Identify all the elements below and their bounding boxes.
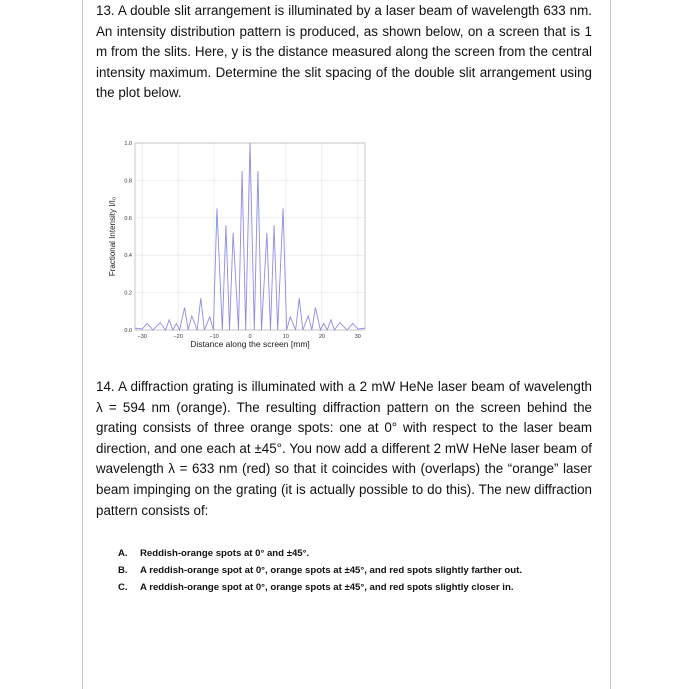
- option-text: Reddish-orange spots at 0° and ±45°.: [140, 548, 310, 559]
- x-tick-label: −20: [173, 334, 183, 340]
- right-margin-line: [610, 0, 611, 689]
- x-tick-label: 10: [282, 334, 289, 340]
- option-letter: A.: [118, 548, 128, 559]
- answer-options: [118, 545, 598, 596]
- question-14-text: 14. A diffraction grating is illuminated with a 2 mW HeNe laser beam of wavelength λ = 594 nm (orange). The resulting diffraction pattern on the screen behind the grating consists of three orange spots: one at 0° with respect to the laser beam direction, and one each at ±45°. You now add a different 2 mW HeNe laser beam of wavelength λ = 633 nm (red) so that it coincides with (overlaps) the “orange” laser beam impinging on the grating (it is actually possible to do this). The new diffraction pattern consists of:: [96, 379, 592, 518]
- y-axis-label: Fractional Intensity I/I₀: [108, 196, 117, 277]
- x-tick-label: −10: [209, 334, 219, 340]
- intensity-chart: [105, 135, 375, 360]
- option-c[interactable]: [118, 579, 598, 596]
- y-tick-label: 0.2: [124, 290, 132, 297]
- x-axis-label: Distance along the screen [mm]: [190, 339, 310, 349]
- x-tick-label: −30: [137, 334, 147, 340]
- option-text: A reddish-orange spot at 0°, orange spots at ±45°, and red spots slightly closer in.: [140, 582, 514, 593]
- y-tick-label: 0.8: [124, 178, 132, 185]
- y-tick-label: 0.6: [124, 215, 132, 222]
- grid-layer: [135, 143, 365, 330]
- option-b[interactable]: [118, 562, 598, 579]
- question-13-text: 13. A double slit arrangement is illuminated by a laser beam of wavelength 633 nm. An intensity distribution pattern is produced, as shown below, on a screen that is 1 m from the slits. Here, y is the distance measured along the screen from the central intensity maximum. Determine the slit spacing of the double slit arrangement using the plot below.: [96, 3, 592, 101]
- y-tick-label: 0.0: [124, 328, 132, 334]
- x-tick-label: 0: [248, 334, 252, 340]
- option-letter: C.: [118, 582, 128, 593]
- y-tick-label: 1.0: [124, 141, 132, 147]
- option-a[interactable]: [118, 545, 598, 562]
- x-tick-label: 20: [318, 334, 325, 340]
- x-tick-label: 30: [354, 334, 361, 340]
- ticks-layer: [124, 141, 361, 340]
- option-letter: B.: [118, 565, 128, 576]
- y-tick-label: 0.4: [124, 253, 132, 260]
- option-text: A reddish-orange spot at 0°, orange spots at ±45°, and red spots slightly farther out.: [140, 565, 523, 576]
- left-margin-line: [82, 0, 83, 689]
